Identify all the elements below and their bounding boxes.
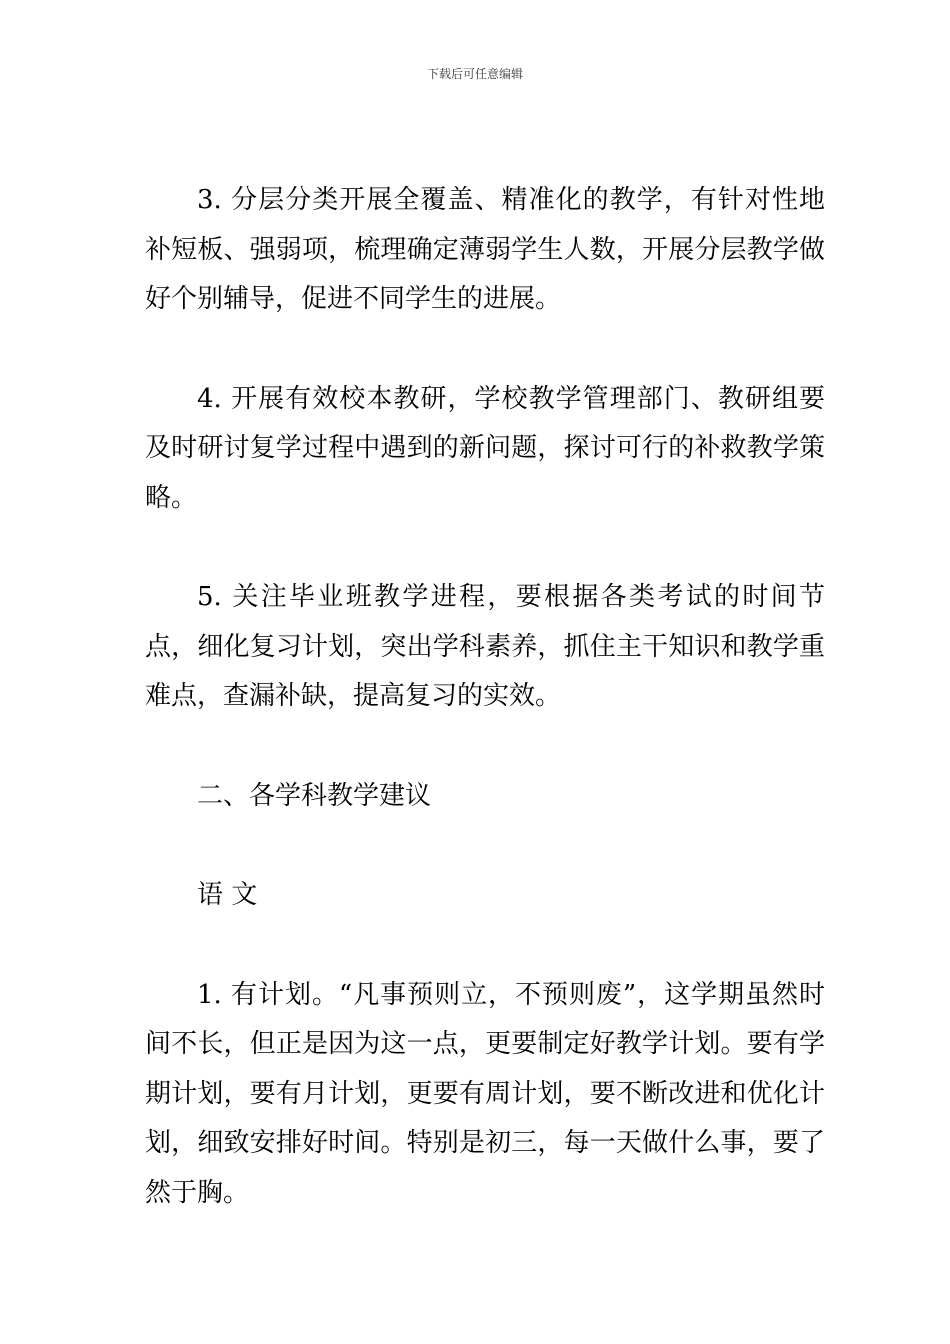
paragraph-spacer <box>145 325 825 375</box>
paragraph-spacer <box>145 821 825 871</box>
paragraph-chinese-1: 1. 有计划。“凡事预则立，不预则废”，这学期虽然时间不长，但正是因为这一点，更要制定好教学计划。要有学期计划，要有月计划，更要有周计划，要不断改进和优化计划，细致安排好时间。特别是初三，每一天做什么事，要了然于胸。 <box>145 979 825 1208</box>
paragraph-item-5: 5. 关注毕业班教学进程，要根据各类考试的时间节点，细化复习计划，突出学科素养，抓住主干知识和教学重难点，查漏补缺，提高复习的实效。 <box>145 582 825 711</box>
section-heading: 二、各学科教学建议 <box>197 780 432 811</box>
document-body <box>145 176 825 1218</box>
paragraph-spacer <box>145 523 825 573</box>
paragraph-item-3: 3. 分层分类开展全覆盖、精准化的教学，有针对性地补短板、强弱项，梳理确定薄弱学生人数，开展分层教学做好个别辅导，促进不同学生的进展。 <box>145 185 825 314</box>
subject-heading: 语 文 <box>197 880 258 910</box>
paragraph-spacer <box>145 722 825 772</box>
paragraph-item-4: 4. 开展有效校本教研，学校教学管理部门、教研组要及时研讨复学过程中遇到的新问题，探讨可行的补救教学策略。 <box>145 383 825 513</box>
paragraph-spacer <box>145 921 825 971</box>
page-header: 下载后可任意编辑 <box>426 67 523 81</box>
